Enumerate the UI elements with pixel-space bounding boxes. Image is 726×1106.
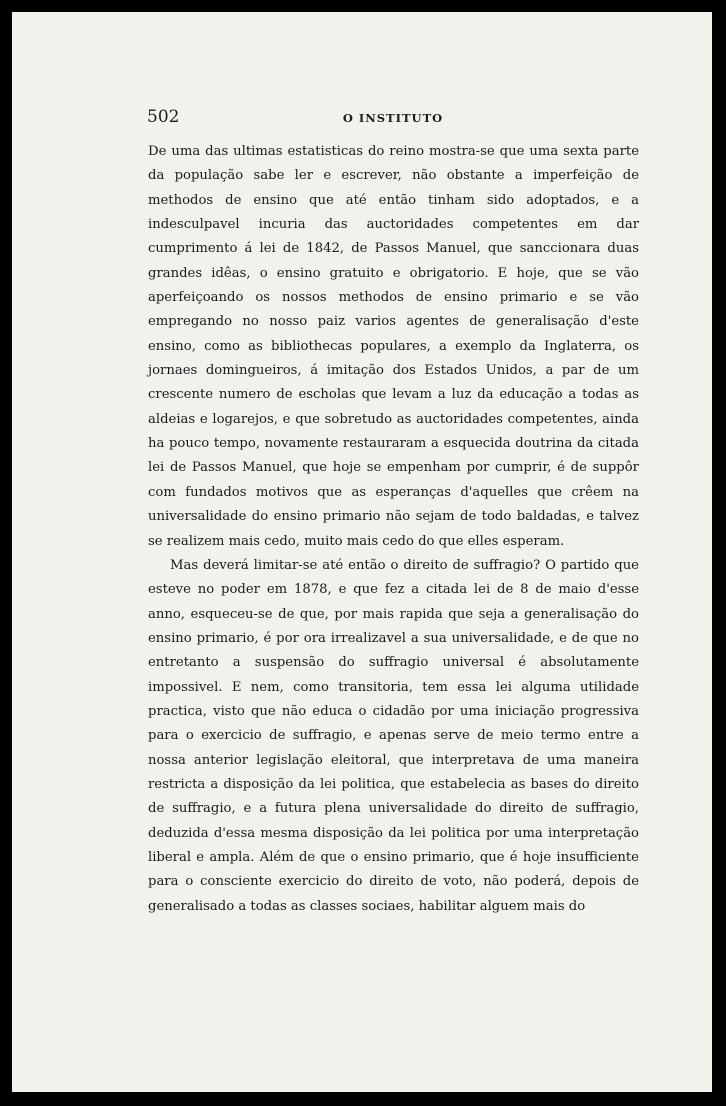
running-title: O INSTITUTO xyxy=(342,111,444,125)
page-header xyxy=(147,105,639,129)
paragraph-1: De uma das ultimas estatisticas do reino mostra-se que uma sexta parte da população sabe ler e escrever, não obstante a imperfeição de methodos de ensino que até então tinham sido adoptados, e a indesculpavel incuria das auctoridades competentes em dar cumprimento á lei de 1842, de Passos Manuel, que sanccionara duas grandes idêas, o ensino gratuito e obrigatorio. E hoje, que se vão aperfeiçoando os nossos methodos de ensino primario e se vão empregando no nosso paiz varios agentes de generalisação d'este ensino, como as bibliothecas populares, a exemplo da Inglaterra, os jornaes domingueiros, á imitação dos Estados Unidos, a par de um crescente numero de escholas que levam a luz da educação a todas as aldeias e logarejos, e que sobretudo as auctoridades competentes, ainda ha pouco tempo, novamente restauraram a esquecida doutrina da citada lei de Passos Manuel, que hoje se empenham por cumprir, é de suppôr com fundados motivos que as esperanças d'aquelles que crêem na universalidade do ensino primario não sejam de todo baldadas, e talvez se realizem mais cedo, muito mais cedo do que elles esperam. xyxy=(148,144,639,549)
paragraph-2: Mas deverá limitar-se até então o direito de suffragio? O partido que esteve no poder em 1878, e que fez a citada lei de 8 de maio d'esse anno, esqueceu-se de que, por mais rapida que seja a generalisação do ensino primario, é por ora irrealizavel a sua universalidade, e de que no entretanto a suspensão do suffragio universal é absolutamente impossivel. E nem, como transitoria, tem essa lei alguma utilidade practica, visto que não educa o cidadão por uma iniciação progressiva para o exercicio de suffragio, e apenas serve de meio termo entre a nossa anterior legislação eleitoral, que interpretava de uma maneira restricta a disposição da lei politica, que estabelecia as bases do direito de suffragio, e a futura plena universalidade do direito de suffragio, deduzida d'essa mesma disposição da lei politica por uma interpretação liberal e ampla. Além de que o ensino primario, que é hoje insufficiente para o consciente exercicio do direito de voto, não poderá, depois de generalisado a todas as classes sociaes, habilitar alguem mais do xyxy=(148,557,639,914)
body-text xyxy=(148,140,639,919)
book-page xyxy=(12,12,712,1092)
page-number: 502 xyxy=(147,107,180,127)
